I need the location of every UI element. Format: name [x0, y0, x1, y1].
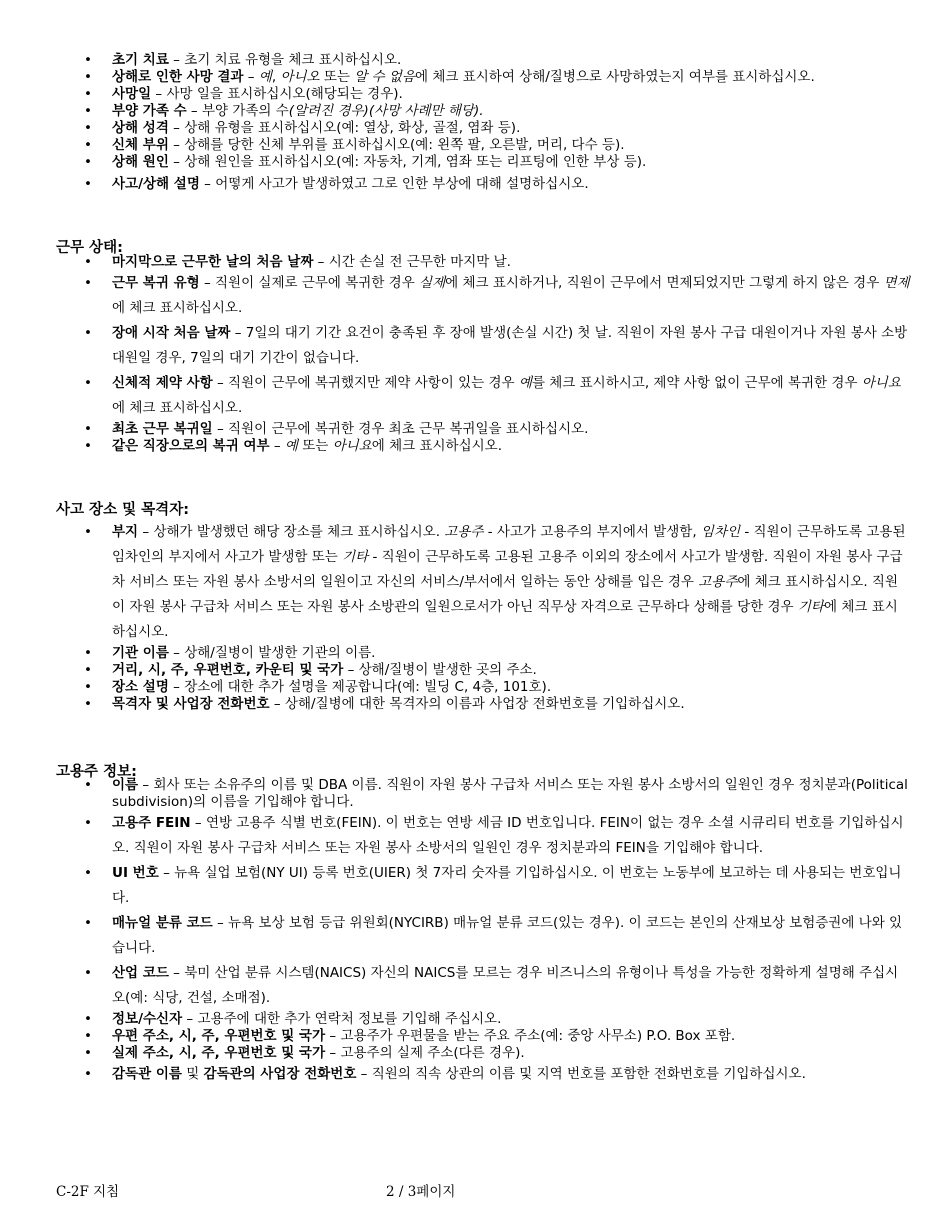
item-term: 고용주 FEIN: [112, 815, 191, 831]
item-text: 고용주: [444, 524, 484, 540]
item-separator: –: [356, 1066, 372, 1082]
list-item: [0, 154, 950, 171]
item-text: 시간 손실 전 근무한 마지막 날.: [328, 254, 511, 270]
item-text: 상해 유형을 표시하십시오(예: 열상, 화상, 골절, 염좌 등).: [184, 120, 521, 136]
item-text: 기타: [342, 549, 369, 565]
footer-page-number: 2 / 3페이지: [386, 1184, 456, 1200]
item-separator: –: [230, 325, 246, 341]
item-separator: –: [269, 438, 285, 454]
item-text: 고용주가 우편물을 받는 주요 주소(예: 중앙 사무소) P.O. Box 포함.: [340, 1028, 736, 1044]
list-item: [0, 861, 950, 911]
list-item: [0, 438, 950, 455]
list-item: [0, 69, 950, 86]
item-term: 목격자 및 사업장 전화번호: [112, 696, 270, 712]
list-item: [0, 176, 950, 193]
item-separator: –: [151, 86, 167, 102]
footer-form-id: C-2F 지침: [56, 1184, 120, 1200]
item-term: 부지: [112, 524, 139, 540]
item-joiner: 및: [181, 1066, 204, 1082]
item-text: 를 체크 표시하시고, 제약 사항 없이 근무에 복귀한 경우: [531, 375, 862, 391]
item-text: 직원이 근무에 복귀한 경우 최초 근무 복귀일을 표시하십시오.: [228, 421, 589, 437]
list-item: [0, 137, 950, 154]
item-term: 사고/상해 설명: [112, 176, 200, 192]
item-text: 고용주의 실제 주소(다른 경우).: [340, 1045, 525, 1061]
employer-info-list: [0, 777, 950, 1087]
item-separator: –: [168, 154, 185, 170]
item-text: 기타: [797, 599, 824, 615]
item-separator: –: [212, 421, 229, 437]
item-text: 어떻게 사고가 발생하였고 그로 인한 부상에 대해 설명하십시오.: [215, 176, 589, 192]
item-term: 정보/수신자: [112, 1011, 183, 1027]
item-term: 마지막으로 근무한 날의 처음 날짜: [112, 254, 314, 270]
item-text: (알려진 경우)(사망 사례만 해당).: [288, 103, 484, 119]
item-text: 예: [258, 69, 272, 85]
item-term: 산업 코드: [112, 965, 169, 981]
item-text: 아니요: [332, 438, 372, 454]
item-separator: –: [199, 275, 215, 291]
item-term: 장소 설명: [112, 679, 169, 695]
item-separator: –: [168, 52, 185, 68]
item-separator: –: [168, 679, 185, 695]
item-separator: –: [158, 865, 175, 881]
list-item: [0, 961, 950, 1011]
item-term: 이름: [112, 777, 139, 793]
item-text: 뉴욕 보상 보험 등급 위원회(NYCIRB) 매뉴얼 분류 코드(있는 경우). 이 코드는 본인의 산재보상 보험증권에 나와 있습니다.: [112, 915, 903, 956]
item-text: 알 수 없음: [354, 69, 415, 85]
list-item: [0, 52, 950, 69]
item-separator: –: [325, 1045, 341, 1061]
accident-location-list: [0, 520, 950, 713]
item-text: 사망 일을 표시하십시오(해당되는 경우).: [166, 86, 403, 102]
item-separator: –: [343, 662, 359, 678]
item-text: 직원의 직속 상관의 이름 및 지역 번호를 포함한 전화번호를 기입하십시오.: [371, 1066, 806, 1082]
item-separator: –: [243, 69, 259, 85]
list-item: [0, 662, 950, 679]
item-text: 예: [284, 438, 298, 454]
item-text: 장소에 대한 추가 설명을 제공합니다(예: 빌딩 C, 4층, 101호).: [184, 679, 552, 695]
item-text: 고용주에 대한 추가 연락처 정보를 기입해 주십시오.: [197, 1011, 502, 1027]
item-term: 거리, 시, 주, 우편번호, 카운티 및 국가: [112, 662, 344, 678]
item-separator: –: [168, 645, 185, 661]
item-text: 또는: [297, 438, 333, 454]
item-term: 최초 근무 복귀일: [112, 421, 213, 437]
item-text: 고용주: [698, 574, 738, 590]
item-separator: –: [182, 1011, 198, 1027]
item-term: 부양 가족 수: [112, 103, 187, 119]
item-text: 에 체크 표시하십시오. 직원이 자원 봉사 구급차 서비스 또는 자원 봉사 소방관의 일원으로서가 아닌 직무상 자격으로 근무하다 상해를 당한 경우: [112, 574, 899, 615]
item-term: 상해 원인: [112, 154, 169, 170]
item-text: 직원이 실제로 근무에 복귀한 경우: [215, 275, 420, 291]
item-term: 같은 직장으로의 복귀 여부: [112, 438, 270, 454]
list-item: [0, 1028, 950, 1045]
item-separator: –: [168, 965, 185, 981]
item-term: 장애 시작 처음 날짜: [112, 325, 231, 341]
initial-list: [0, 52, 950, 193]
item-separator: –: [168, 120, 185, 136]
item-separator: –: [212, 375, 229, 391]
list-item: [0, 1045, 950, 1062]
item-separator: –: [212, 915, 229, 931]
list-item: [0, 86, 950, 103]
list-item: [0, 679, 950, 696]
item-term: 실제 주소, 시, 주, 우편번호 및 국가: [112, 1045, 326, 1061]
item-text: 에 체크 표시하십시오.: [112, 300, 243, 316]
item-text: 상해가 발생했던 해당 장소를 체크 표시하십시오.: [153, 524, 445, 540]
item-separator: –: [313, 254, 329, 270]
item-text: 에 체크 표시하십시오.: [112, 599, 898, 640]
list-item: [0, 645, 950, 662]
item-term: 신체적 제약 사항: [112, 375, 213, 391]
item-text: 회사 또는 소유주의 이름 및 DBA 이름. 직원이 자원 봉사 구급차 서비스 또는 자원 봉사 소방서의 일원인 경우 정치분과(Political subdivision)의 이름을 기입해야 합니다.: [112, 777, 908, 810]
item-text: 아니요: [861, 375, 901, 391]
item-text: 에 체크 표시하여 상해/질병으로 사망하였는지 여부를 표시하십시오.: [415, 69, 815, 85]
item-text: 또는: [319, 69, 355, 85]
list-item: [0, 911, 950, 961]
item-separator: –: [138, 524, 154, 540]
list-item: [0, 371, 950, 421]
list-item: [0, 520, 950, 645]
item-term: 근무 복귀 유형: [112, 275, 200, 291]
list-item: [0, 254, 950, 271]
section-heading-work-status: 근무 상태:: [56, 240, 123, 256]
item-separator: –: [168, 137, 185, 153]
item-text: ,: [271, 69, 281, 85]
item-term: 사망일: [112, 86, 152, 102]
list-item: [0, 1062, 950, 1087]
item-separator: –: [269, 696, 285, 712]
list-item: [0, 777, 950, 811]
item-text: 상해/질병에 대한 목격자의 이름과 사업장 전화번호를 기입하십시오.: [284, 696, 685, 712]
item-term: 우편 주소, 시, 주, 우편번호 및 국가: [112, 1028, 326, 1044]
item-text: 상해 원인을 표시하십시오(예: 자동차, 기계, 염좌 또는 리프팅에 인한 부상 등).: [184, 154, 647, 170]
item-text: 뉴욕 실업 보험(NY UI) 등록 번호(UIER) 첫 7자리 숫자를 기입하십시오. 이 번호는 노동부에 보고하는 데 사용되는 번호입니다.: [112, 865, 902, 906]
item-separator: –: [325, 1028, 341, 1044]
list-item: [0, 120, 950, 137]
item-text: 상해를 당한 신체 부위를 표시하십시오(예: 왼쪽 팔, 오른발, 머리, 다수 등).: [184, 137, 625, 153]
item-text: 면제: [883, 275, 910, 291]
item-text: 7일의 대기 기간 요건이 충족된 후 장애 발생(손실 시간) 첫 날. 직원이 자원 봉사 구급 대원이거나 자원 봉사 소방대원일 경우, 7일의 대기 기간이 없습니다.: [112, 325, 908, 366]
item-text: 부양 가족의 수: [201, 103, 289, 119]
item-text: 예: [518, 375, 532, 391]
item-separator: –: [199, 176, 216, 192]
item-separator: –: [190, 815, 206, 831]
item-text: 직원이 근무에 복귀했지만 제약 사항이 있는 경우: [228, 375, 519, 391]
item-text: 에 체크 표시하거나, 직원이 근무에서 면제되었지만 그렇게 하지 않은 경우: [445, 275, 884, 291]
list-item: [0, 321, 950, 371]
item-text: 임차인: [700, 524, 741, 540]
list-item: [0, 696, 950, 713]
item-term: 초기 치료: [112, 52, 169, 68]
item-text: - 사고가 고용주의 부지에서 발생함,: [483, 524, 701, 540]
item-term: 신체 부위: [112, 137, 169, 153]
item-term: 감독관 이름: [112, 1066, 182, 1082]
item-term: 감독관의 사업장 전화번호: [203, 1066, 357, 1082]
item-term: 상해로 인한 사망 결과: [112, 69, 244, 85]
item-term: UI 번호: [112, 865, 159, 881]
item-text: 북미 산업 분류 시스템(NAICS) 자신의 NAICS를 모르는 경우 비즈니스의 유형이나 특성을 가능한 정확하게 설명해 주십시오(예: 식당, 건설, 소매점).: [112, 965, 899, 1006]
work-status-list: [0, 254, 950, 455]
item-text: 에 체크 표시하십시오.: [371, 438, 502, 454]
item-text: 아니오: [280, 69, 320, 85]
item-text: - 직원이 근무하도록 고용된 임차인의 부지에서 사고가 발생함 또는: [112, 524, 906, 565]
list-item: [0, 811, 950, 861]
item-text: 상해/질병이 발생한 기관의 이름.: [184, 645, 376, 661]
item-separator: –: [186, 103, 202, 119]
item-term: 기관 이름: [112, 645, 169, 661]
item-text: 에 체크 표시하십시오.: [112, 400, 243, 416]
section-heading-employer-info: 고용주 정보:: [56, 764, 137, 780]
item-text: 상해/질병이 발생한 곳의 주소.: [358, 662, 537, 678]
item-text: 연방 고용주 식별 번호(FEIN). 이 번호는 연방 세금 ID 번호입니다. FEIN이 없는 경우 소셜 시큐리티 번호를 기입하십시오. 직원이 자원 봉사 구급차 서비스 또는 자원 봉사 소방서의 일원인 경우 정치분과의 FEIN을 기입해야 합니다.: [112, 815, 904, 856]
list-item: [0, 1011, 950, 1028]
item-term: 상해 성격: [112, 120, 169, 136]
item-text: 초기 치료 유형을 체크 표시하십시오.: [184, 52, 402, 68]
list-item: [0, 271, 950, 321]
list-item: [0, 421, 950, 438]
item-text: 실제: [419, 275, 446, 291]
item-separator: –: [138, 777, 154, 793]
item-term: 매뉴얼 분류 코드: [112, 915, 213, 931]
item-text: - 직원이 근무하도록 고용된 고용주 이외의 장소에서 사고가 발생함. 직원이 자원 봉사 구급차 서비스 또는 자원 봉사 소방서의 일원이고 자신의 서비스/부서에서 일하는 동안 상해를 입은 경우: [112, 549, 903, 590]
section-heading-accident-location: 사고 장소 및 목격자:: [56, 502, 189, 518]
list-item: [0, 103, 950, 120]
